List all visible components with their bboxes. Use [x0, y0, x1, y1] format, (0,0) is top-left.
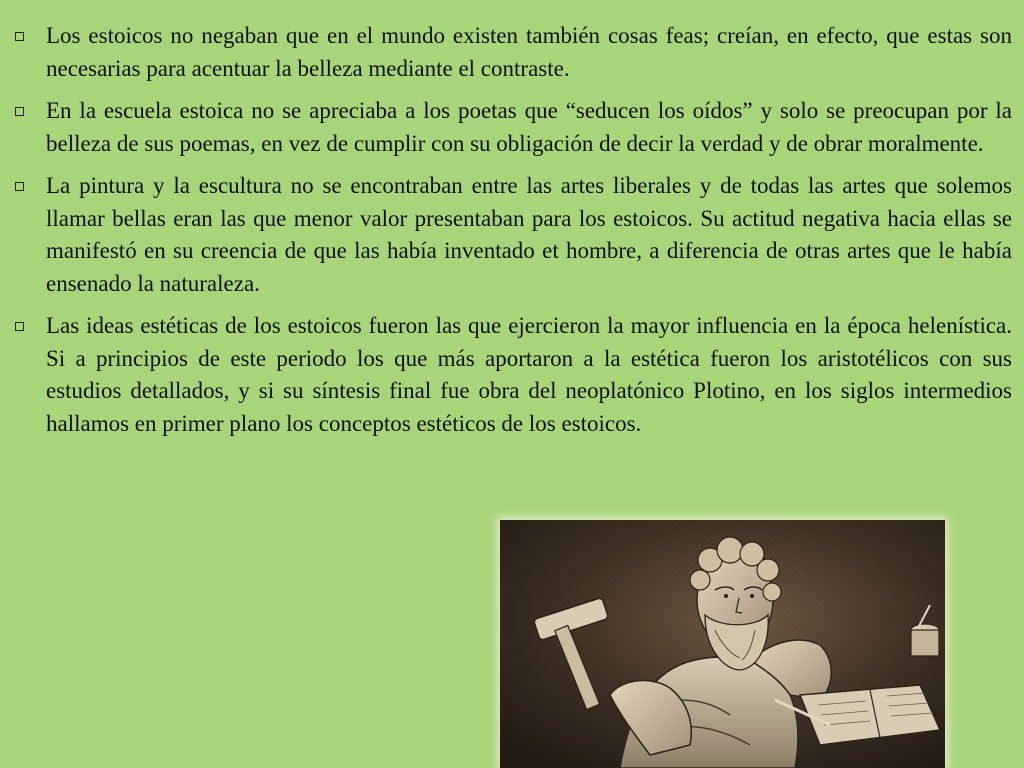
bullet-item-3 — [14, 170, 1012, 300]
bullet-item-1 — [14, 20, 1012, 85]
bullet-text: Los estoicos no negaban que en el mundo existen también cosas feas; creían, en efecto, que estas son necesarias para acentuar la belleza mediante el contraste. — [46, 23, 1012, 81]
bullet-list — [14, 20, 1012, 450]
philosopher-engraving-image — [500, 520, 945, 768]
engraving-illustration — [500, 520, 945, 768]
hollow-square-bullet-icon — [15, 322, 24, 331]
bullet-item-2 — [14, 95, 1012, 160]
bullet-text: La pintura y la escultura no se encontraban entre las artes liberales y de todas las artes que solemos llamar bellas eran las que menor valor presentaban para los estoicos. Su actitud negativa hacia ellas se manifestó en su creencia de que las había inventado et hombre, a diferencia de otras artes que le había ensenado la naturaleza. — [46, 173, 1012, 296]
hollow-square-bullet-icon — [15, 107, 24, 116]
hollow-square-bullet-icon — [15, 32, 24, 41]
hollow-square-bullet-icon — [15, 182, 24, 191]
bullet-text: En la escuela estoica no se apreciaba a los poetas que “seducen los oídos” y solo se preocupan por la belleza de sus poemas, en vez de cumplir con su obligación de decir la verdad y de obrar moralmente. — [46, 98, 1012, 156]
bullet-text: Las ideas estéticas de los estoicos fueron las que ejercieron la mayor influencia en la época helenística. Si a principios de este periodo los que más aportaron a la estética fueron los aristotélicos con sus estudios detallados, y si su síntesis final fue obra del neoplatónico Plotino, en los siglos intermedios hallamos en primer plano los conceptos estéticos de los estoicos. — [46, 313, 1012, 436]
bullet-item-4 — [14, 310, 1012, 440]
